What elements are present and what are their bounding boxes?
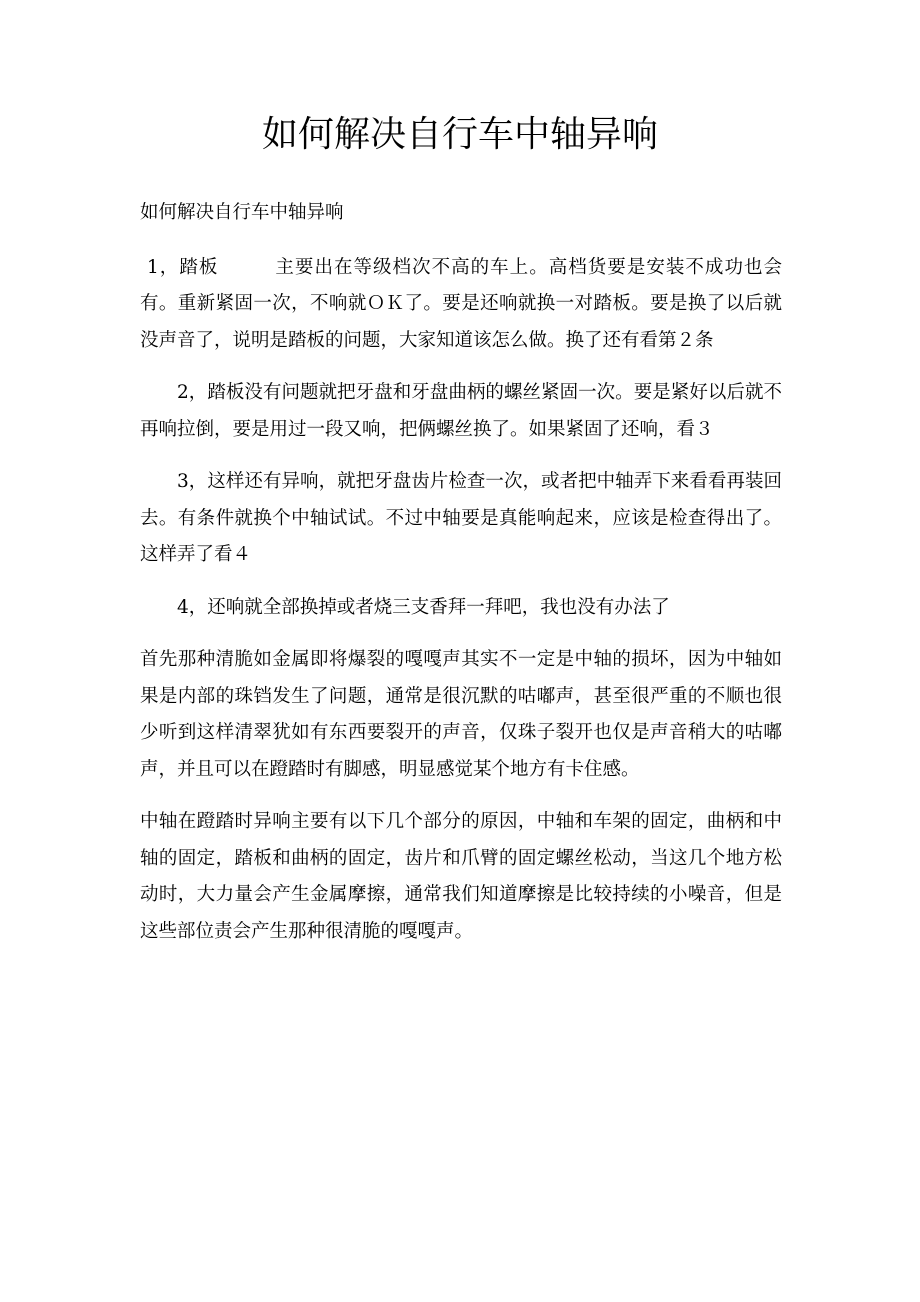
paragraph-step-4: 4，还响就全部换掉或者烧三支香拜一拜吧，我也没有办法了 xyxy=(177,596,670,618)
paragraph-step-3: 3，这样还有异响，就把牙盘齿片检查一次，或者把中轴弄下来看看再装回去。有条件就换个中轴试试。不过中轴要是真能响起来，应该是检查得出了。这样弄了看４ xyxy=(140,471,782,565)
paragraph-step-1 xyxy=(140,250,782,360)
paragraph-explanation-1: 首先那种清脆如金属即将爆裂的嘎嘎声其实不一定是中轴的损坏，因为中轴如果是内部的珠铛发生了问题，通常是很沉默的咕嘟声，甚至很严重的不顺也很少听到这样清翠犹如有东西要裂开的声音，仅珠子裂开也仅是声音稍大的咕嘟声，并且可以在蹬踏时有脚感，明显感觉某个地方有卡住感。 xyxy=(140,649,782,780)
step-1-label: 1，踏板 xyxy=(147,256,219,278)
paragraph-step-2: 2，踏板没有问题就把牙盘和牙盘曲柄的螺丝紧固一次。要是紧好以后就不再响拉倒，要是用过一段又响，把俩螺丝换了。如果紧固了还响，看３ xyxy=(140,382,782,440)
document-title: 如何解决自行车中轴异响 xyxy=(261,114,658,155)
document-subtitle: 如何解决自行车中轴异响 xyxy=(140,202,344,223)
document-body xyxy=(140,195,782,966)
paragraph-explanation-2: 中轴在蹬踏时异响主要有以下几个部分的原因，中轴和车架的固定，曲柄和中轴的固定，踏板和曲柄的固定，齿片和爪臂的固定螺丝松动，当这几个地方松动时，大力量会产生金属摩擦，通常我们知道摩擦是比较持续的小噪音，但是这些部位责会产生那种很清脆的嘎嘎声。 xyxy=(140,811,782,942)
step-1-text: 主要出在等级档次不高的车上。高档货要是安装不成功也会有。重新紧固一次，不响就ＯＫ了。要是还响就换一对踏板。要是换了以后就没声音了，说明是踏板的问题，大家知道该怎么做。换了还有看第２条 xyxy=(140,256,782,351)
